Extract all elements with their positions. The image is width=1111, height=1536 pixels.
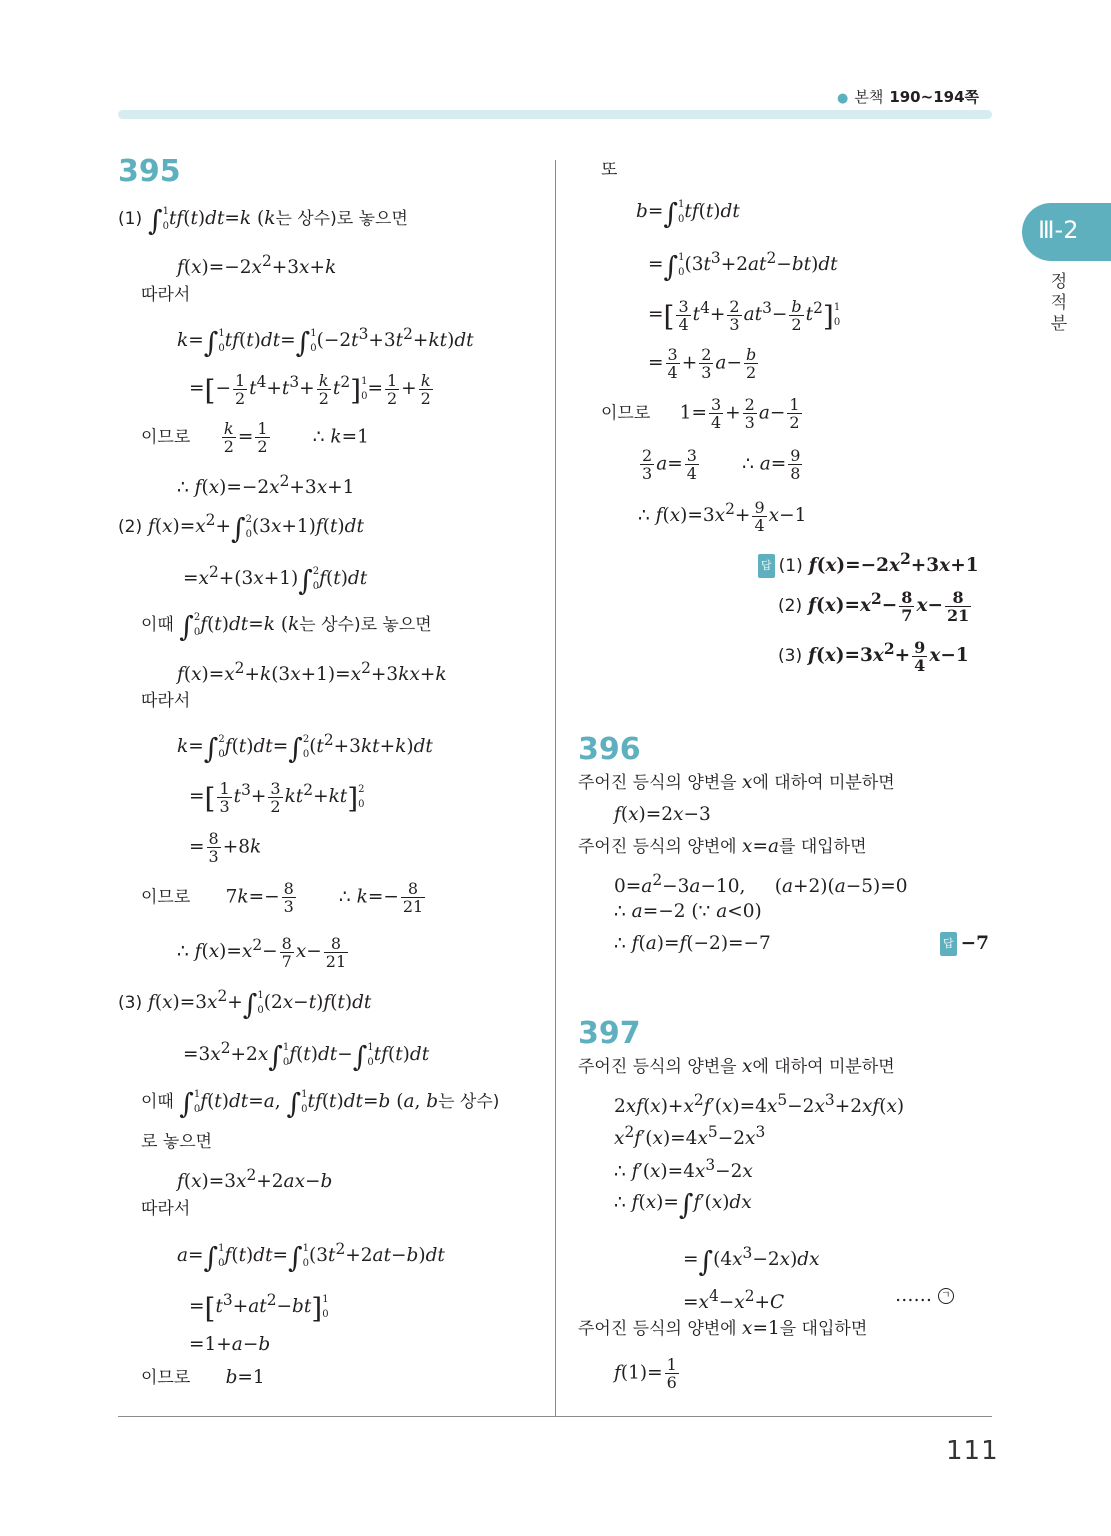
circled-giyeok-icon: ㄱ <box>938 1288 954 1304</box>
page-header <box>837 86 979 107</box>
chapter-subtitle: 정적분 <box>1050 272 1068 334</box>
page-number: 111 <box>946 1436 999 1466</box>
header-bar <box>118 110 992 119</box>
bullet-icon: ● <box>836 91 849 106</box>
chapter-tab-label: Ⅲ-2 <box>1038 216 1079 244</box>
problem-number-395: 395 <box>118 154 181 189</box>
problem-number-397: 397 <box>578 1016 641 1051</box>
page-range: 190~194쪽 <box>889 88 979 106</box>
book-label: 본책 <box>854 88 884 106</box>
chapter-tab <box>1022 203 1111 261</box>
problem-number-396: 396 <box>578 732 641 767</box>
answer-box-icon: 답 <box>940 932 957 956</box>
column-divider <box>555 160 556 1417</box>
answer-box-icon: 답 <box>758 554 775 578</box>
answer-396: −7 <box>960 933 990 954</box>
footer-rule <box>118 1416 992 1417</box>
